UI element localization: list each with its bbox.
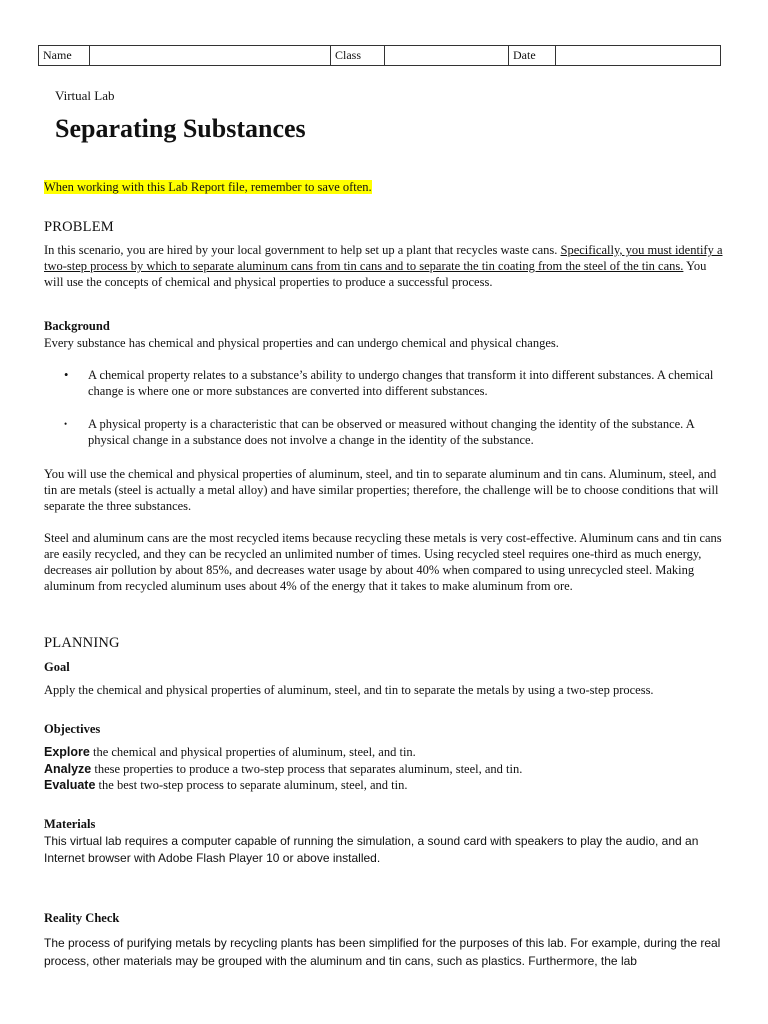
problem-text	[44, 242, 724, 290]
reality-check-text: The process of purifying metals by recycling plants has been simplified for the purposes of this lab. For example, during the real process, other materials may be grouped with the aluminum and tin cans, such as plastics. Furthermore, the lab	[44, 936, 721, 968]
date-field[interactable]	[556, 46, 721, 66]
goal-text: Apply the chemical and physical properties of aluminum, steel, and tin to separate the metals by using a two-step process.	[44, 683, 654, 697]
bullet-marker: •	[64, 368, 69, 382]
name-field[interactable]	[90, 46, 331, 66]
student-info-table	[38, 45, 721, 66]
objective-item	[44, 744, 724, 760]
bullet-text: A physical property is a characteristic that can be observed or measured without changing the identity of the substance. A physical change in a substance does not involve a change in the identity of the substance.	[88, 417, 695, 447]
objective-verb: Analyze	[44, 762, 92, 776]
objective-rest: these properties to produce a two-step process that separates aluminum, steel, and tin.	[91, 762, 523, 776]
doc-kicker: Virtual Lab	[55, 88, 115, 103]
objective-item	[44, 761, 724, 777]
bullet-text: A chemical property relates to a substance’s ability to undergo changes that transform it into different substances. A chemical change is where one or more substances are converted into different substances.	[88, 368, 714, 398]
date-label: Date	[509, 46, 556, 66]
materials-heading: Materials	[44, 817, 96, 831]
background-heading: Background	[44, 319, 110, 333]
save-reminder	[44, 179, 372, 195]
objective-item	[44, 777, 724, 793]
class-field[interactable]	[385, 46, 509, 66]
goal-heading: Goal	[44, 660, 70, 674]
objective-verb: Evaluate	[44, 778, 96, 792]
reality-check-heading: Reality Check	[44, 911, 120, 925]
objective-verb: Explore	[44, 745, 90, 759]
name-label: Name	[39, 46, 90, 66]
background-bullet	[44, 367, 724, 399]
problem-heading: PROBLEM	[44, 219, 114, 235]
problem-outro: You will use the concepts of chemical and physical properties to produce a successful process.	[44, 259, 707, 289]
materials-text: This virtual lab requires a computer capable of running the simulation, a sound card with speakers to play the audio, and an Internet browser with Adobe Flash Player 10 or above installed.	[44, 834, 699, 865]
save-reminder-text: When working with this Lab Report file, remember to save often.	[44, 180, 372, 194]
class-label: Class	[331, 46, 385, 66]
background-para-1: You will use the chemical and physical properties of aluminum, steel, and tin to separate aluminum and tin cans. Aluminum, steel, and tin are metals (steel is actually a metal alloy) and have similar properties; therefore, the challenge will be to choose conditions that will separate the three substances.	[44, 467, 719, 513]
problem-task: Specifically, you must identify a two-step process by which to separate aluminum cans from tin cans and to separate the tin coating from the steel of the tin cans.	[44, 243, 723, 273]
objectives-heading: Objectives	[44, 722, 101, 736]
problem-intro: In this scenario, you are hired by your local government to help set up a plant that recycles waste cans.	[44, 243, 561, 257]
objective-rest: the best two-step process to separate aluminum, steel, and tin.	[95, 778, 408, 792]
objective-rest: the chemical and physical properties of aluminum, steel, and tin.	[89, 745, 416, 759]
bullet-marker: •	[64, 419, 68, 429]
background-bullet	[44, 416, 724, 448]
planning-heading: PLANNING	[44, 635, 120, 651]
background-lead: Every substance has chemical and physical properties and can undergo chemical and physical changes.	[44, 336, 559, 350]
page-title: Separating Substances	[55, 114, 306, 143]
background-para-2: Steel and aluminum cans are the most recycled items because recycling these metals is very cost-effective. Aluminum cans and tin cans are easily recycled, and they can be recycled an unlimited number of times. Using recycled steel requires one-third as much energy, decreases air pollution by about 85%, and decreases water usage by about 40% when compared to using unrecycled steel. Making aluminum from recycled aluminum uses about 4% of the energy that it takes to make aluminum from ore.	[44, 531, 722, 593]
